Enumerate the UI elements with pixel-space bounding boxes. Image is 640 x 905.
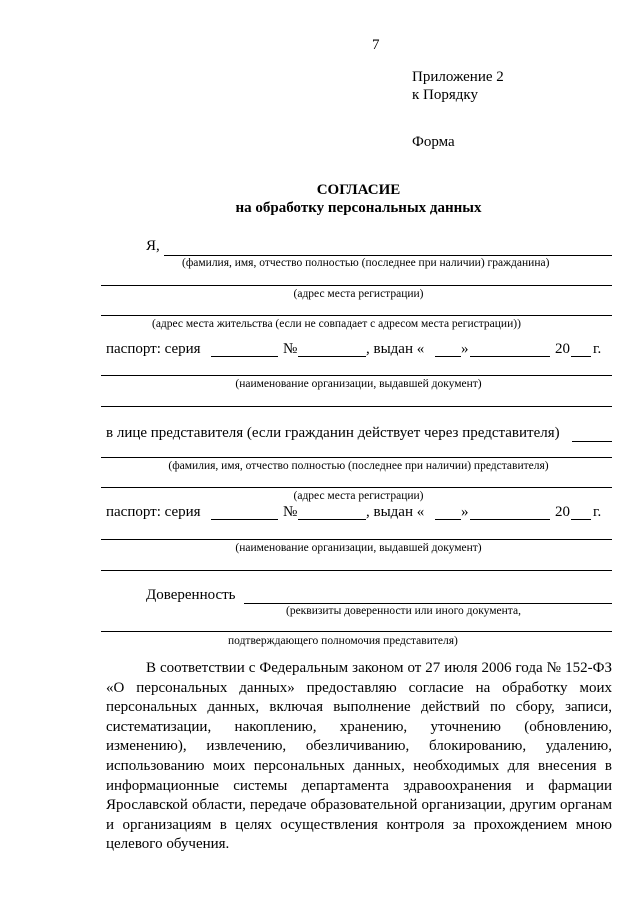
rep-issuer-caption: (наименование организации, выдавшей документ)	[235, 542, 482, 554]
rep-year-suffix: г.	[593, 504, 602, 520]
rep-issuer-line[interactable]	[101, 539, 612, 540]
document-subtitle: на обработку персональных данных	[235, 200, 482, 216]
reg-address-line[interactable]	[101, 285, 612, 286]
year-suffix: г.	[593, 341, 602, 357]
live-address-line[interactable]	[101, 315, 612, 316]
issued-year-field[interactable]	[571, 356, 591, 357]
document-title: СОГЛАСИЕ	[316, 182, 401, 198]
rep-reg-address-caption: (адрес места регистрации)	[293, 490, 424, 502]
passport-series-label: паспорт: серия	[106, 341, 201, 357]
issuer-extra-line[interactable]	[101, 406, 612, 407]
fio-line[interactable]	[164, 255, 612, 256]
year-prefix: 20	[555, 341, 570, 357]
issuer-line[interactable]	[101, 375, 612, 376]
poa-label: Доверенность	[146, 587, 236, 603]
rep-issued-month-field[interactable]	[470, 519, 550, 520]
poa-caption-2: подтверждающего полномочия представителя)	[228, 635, 458, 647]
representative-label: в лице представителя (если гражданин действует через представителя)	[106, 425, 560, 441]
rep-passport-number-field[interactable]	[298, 519, 366, 520]
passport-number-field[interactable]	[298, 356, 366, 357]
rep-issuer-extra-line[interactable]	[101, 570, 612, 571]
representative-field[interactable]	[572, 441, 612, 442]
i-label: Я,	[146, 238, 160, 254]
rep-passport-series-label: паспорт: серия	[106, 504, 201, 520]
reg-address-caption: (адрес места регистрации)	[293, 288, 424, 300]
appendix-line-1: Приложение 2	[412, 69, 504, 85]
live-address-caption: (адрес места жительства (если не совпадает с адресом места регистрации))	[152, 318, 521, 330]
passport-series-field[interactable]	[211, 356, 278, 357]
rep-passport-series-field[interactable]	[211, 519, 278, 520]
rep-issued-close-quote: »	[461, 504, 469, 520]
rep-passport-number-label: №	[283, 504, 298, 520]
page-number: 7	[372, 37, 380, 53]
poa-line[interactable]	[244, 603, 612, 604]
appendix-line-2: к Порядку	[412, 87, 478, 103]
passport-number-label: №	[283, 341, 298, 357]
rep-fio-caption: (фамилия, имя, отчество полностью (последнее при наличии) представителя)	[168, 460, 549, 472]
poa-extra-line[interactable]	[101, 631, 612, 632]
issued-day-field[interactable]	[435, 356, 461, 357]
rep-issued-year-field[interactable]	[571, 519, 591, 520]
rep-reg-address-line[interactable]	[101, 487, 612, 488]
poa-caption-1: (реквизиты доверенности или иного документа,	[286, 605, 521, 617]
issued-label: , выдан «	[366, 341, 425, 357]
rep-fio-line[interactable]	[101, 457, 612, 458]
issued-close-quote: »	[461, 341, 469, 357]
issued-month-field[interactable]	[470, 356, 550, 357]
issuer-caption: (наименование организации, выдавшей документ)	[235, 378, 482, 390]
rep-year-prefix: 20	[555, 504, 570, 520]
rep-issued-day-field[interactable]	[435, 519, 461, 520]
form-label: Форма	[412, 134, 455, 150]
rep-issued-label: , выдан «	[366, 504, 425, 520]
fio-caption: (фамилия, имя, отчество полностью (последнее при наличии) гражданина)	[182, 257, 550, 269]
consent-paragraph: В соответствии с Федеральным законом от 27 июля 2006 года № 152-ФЗ «О персональных данных» предоставляю согласие на обработку моих персональных данных, включая выполнение действий по сбору, записи, систематизации, накоплению, хранению, уточнению (обновлению, изменению), извлечению, обезличиванию, блокированию, удалению, использованию моих персональных данных, необходимых для внесения в информационные системы департамента здравоохранения и фармации Ярославской области, передаче образовательной организации, другим органам и организациям в целях осуществления контроля за прохождением мною целевого обучения.	[106, 660, 612, 853]
